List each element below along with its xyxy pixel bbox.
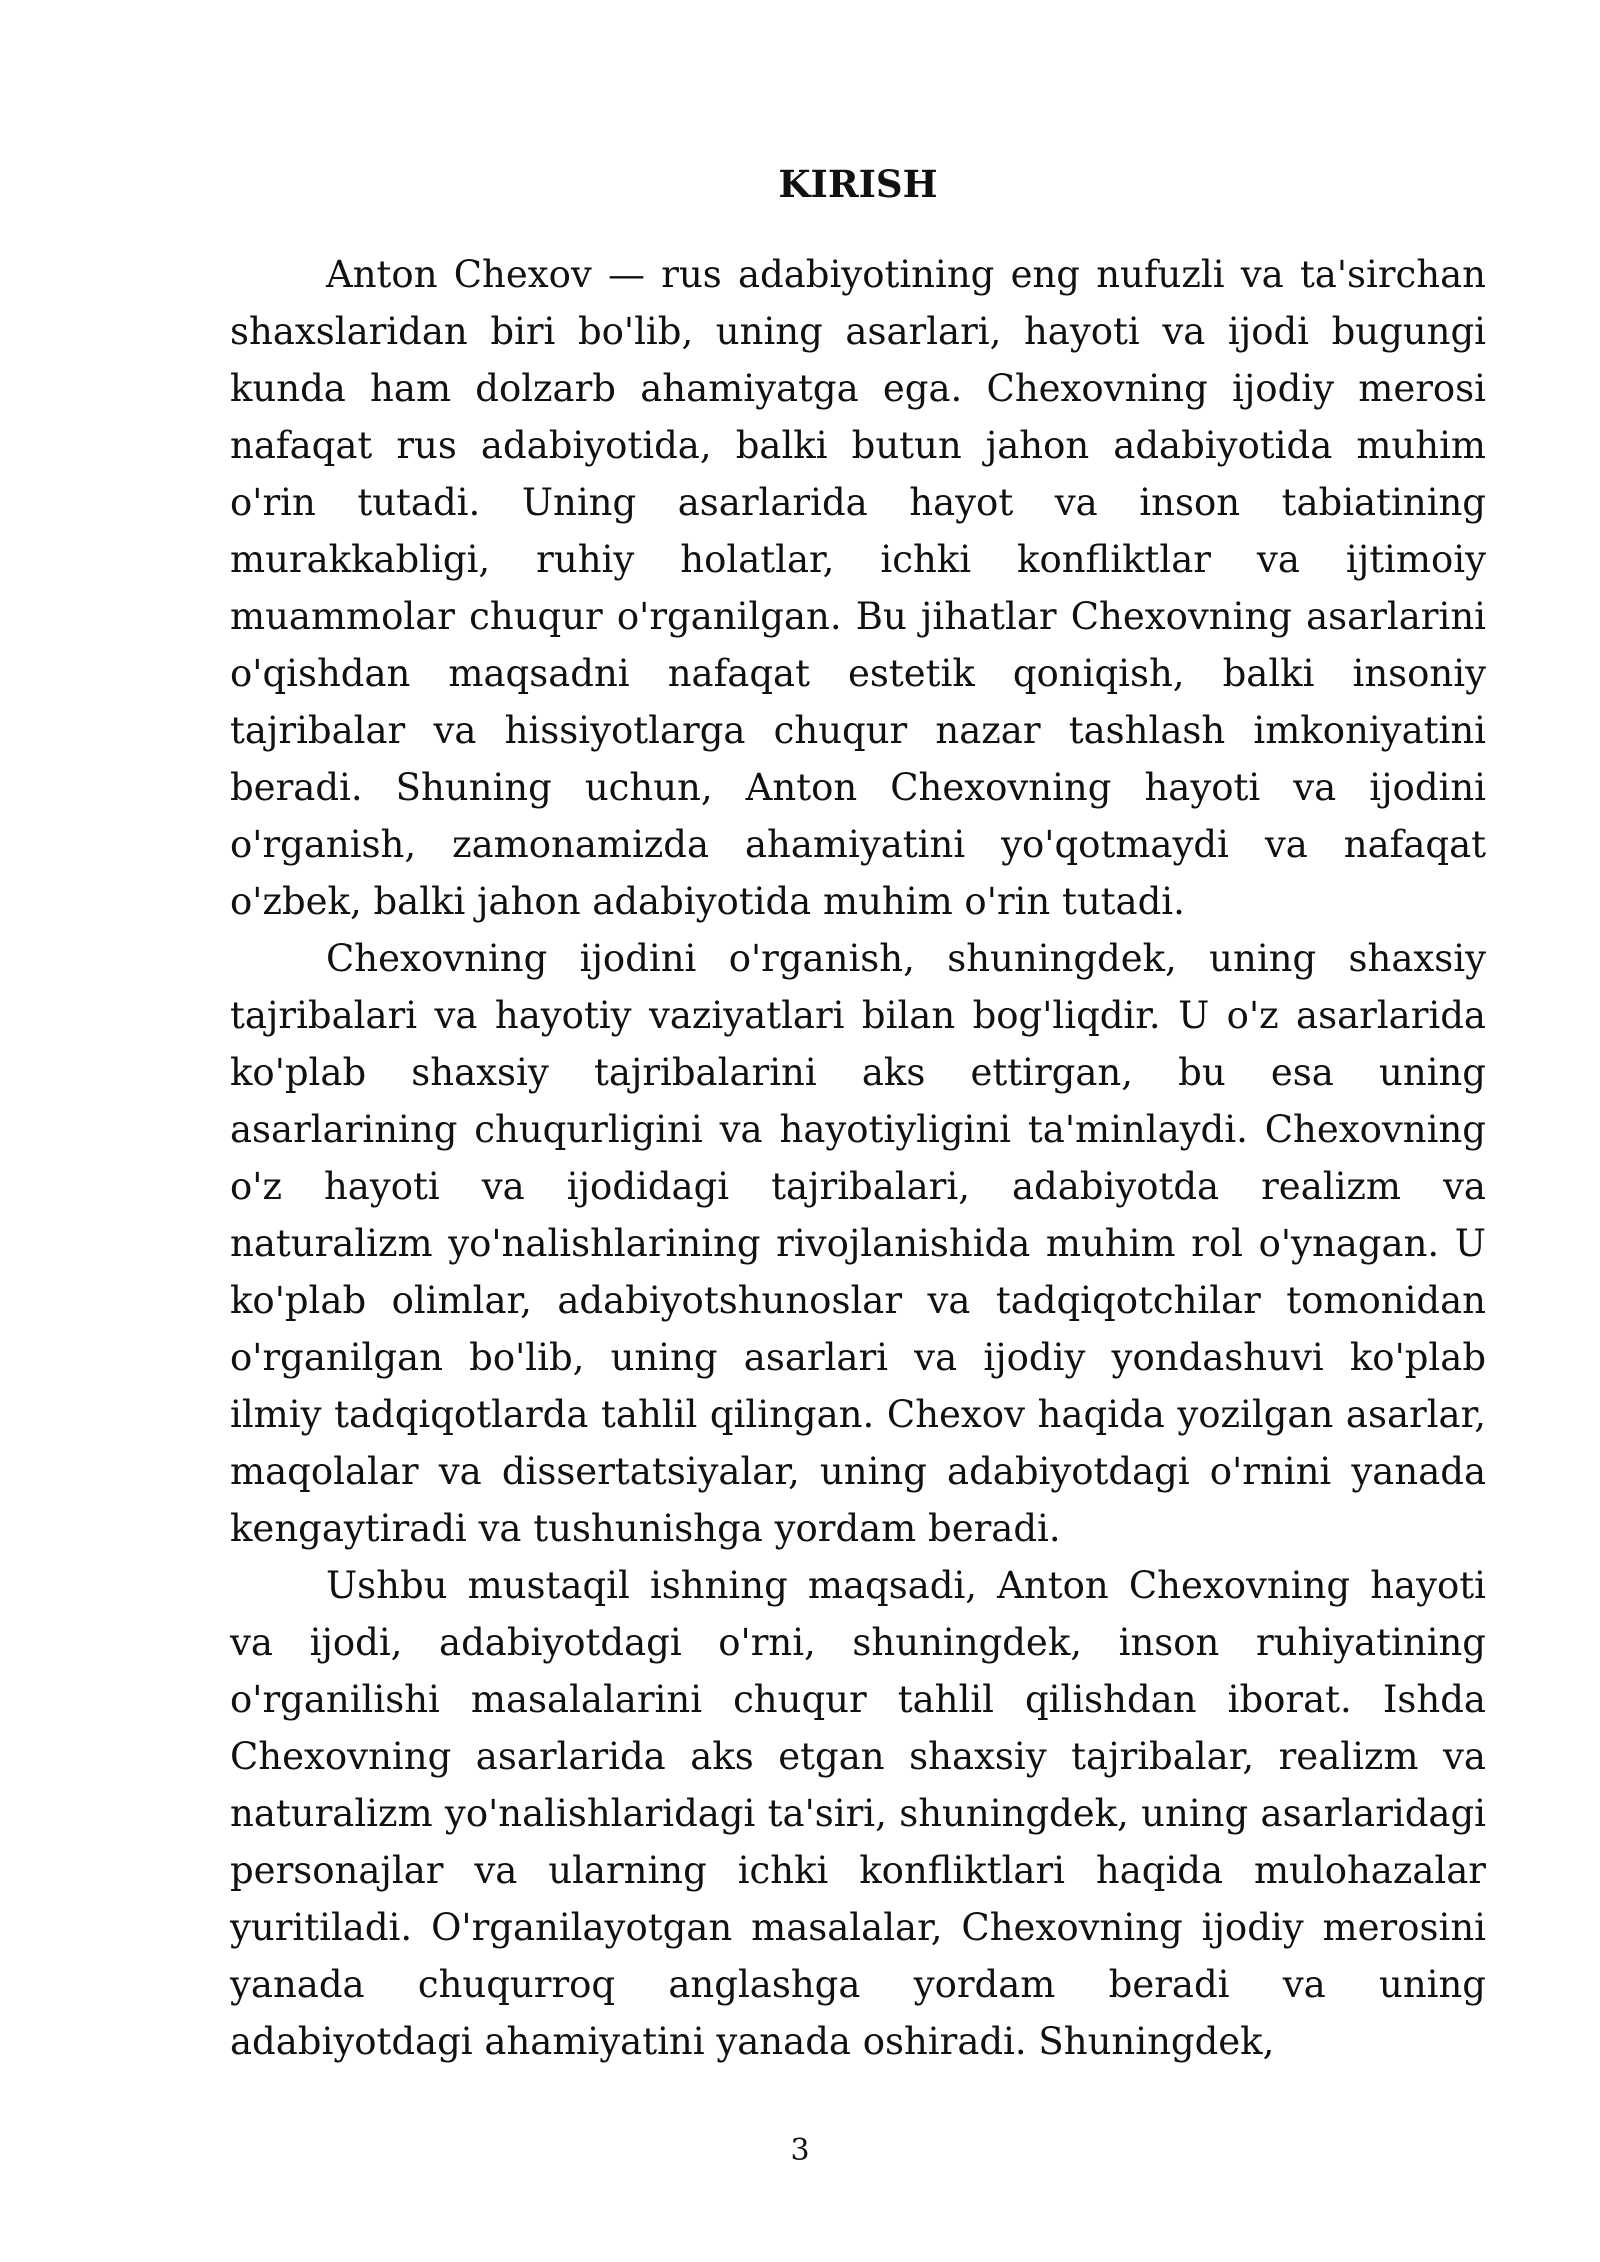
page-number: 3 (790, 2133, 810, 2168)
paragraph-3: Ushbu mustaqil ishning maqsadi, Anton Chexovning hayoti va ijodi, adabiyotdagi o'rni, shuningdek, inson ruhiyatining o'rganilishi masalalarini chuqur tahlil qilishdan iborat. Ishda Chexovning asarlarida aks etgan shaxsiy tajribalar, realizm va naturalizm yo'nalishlaridagi ta'siri, shuningdek, uning asarlaridagi personajlar va ularning ichki konfliktlari haqida mulohazalar yuritiladi. O'rganilayotgan masalalar, Chexovning ijodiy merosini yanada chuqurroq anglashga yordam beradi va uning adabiyotdagi ahamiyatini yanada oshiradi. Shuningdek, (230, 1564, 1486, 2063)
section-heading: KIRISH (778, 162, 938, 206)
paragraph-2: Chexovning ijodini o'rganish, shuningdek, uning shaxsiy tajribalari va hayotiy vaziyatlari bilan bog'liqdir. U o'z asarlarida ko'plab shaxsiy tajribalarini aks ettirgan, bu esa uning asarlarining chuqurligini va hayotiyligini ta'minlaydi. Chexovning o'z hayoti va ijodidagi tajribalari, adabiyotda realizm va naturalizm yo'nalishlarining rivojlanishida muhim rol o'ynagan. U ko'plab olimlar, adabiyotshunoslar va tadqiqotchilar tomonidan o'rganilgan bo'lib, uning asarlari va ijodiy yondashuvi ko'plab ilmiy tadqiqotlarda tahlil qilingan. Chexov haqida yozilgan asarlar, maqolalar va dissertatsiyalar, uning adabiyotdagi o'rnini yanada kengaytiradi va tushunishga yordam beradi. (230, 937, 1486, 1550)
paragraph-1: Anton Chexov — rus adabiyotining eng nufuzli va ta'sirchan shaxslaridan biri bo'lib, uning asarlari, hayoti va ijodi bugungi kunda ham dolzarb ahamiyatga ega. Chexovning ijodiy merosi nafaqat rus adabiyotida, balki butun jahon adabiyotida muhim o'rin tutadi. Uning asarlarida hayot va inson tabiatining murakkabligi, ruhiy holatlar, ichki konfliktlar va ijtimoiy muammolar chuqur o'rganilgan. Bu jihatlar Chexovning asarlarini o'qishdan maqsadni nafaqat estetik qoniqish, balki insoniy tajribalar va hissiyotlarga chuqur nazar tashlash imkoniyatini beradi. Shuning uchun, Anton Chexovning hayoti va ijodini o'rganish, zamonamizda ahamiyatini yo'qotmaydi va nafaqat o'zbek, balki jahon adabiyotida muhim o'rin tutadi. (230, 253, 1486, 923)
body-text (230, 246, 1486, 2070)
